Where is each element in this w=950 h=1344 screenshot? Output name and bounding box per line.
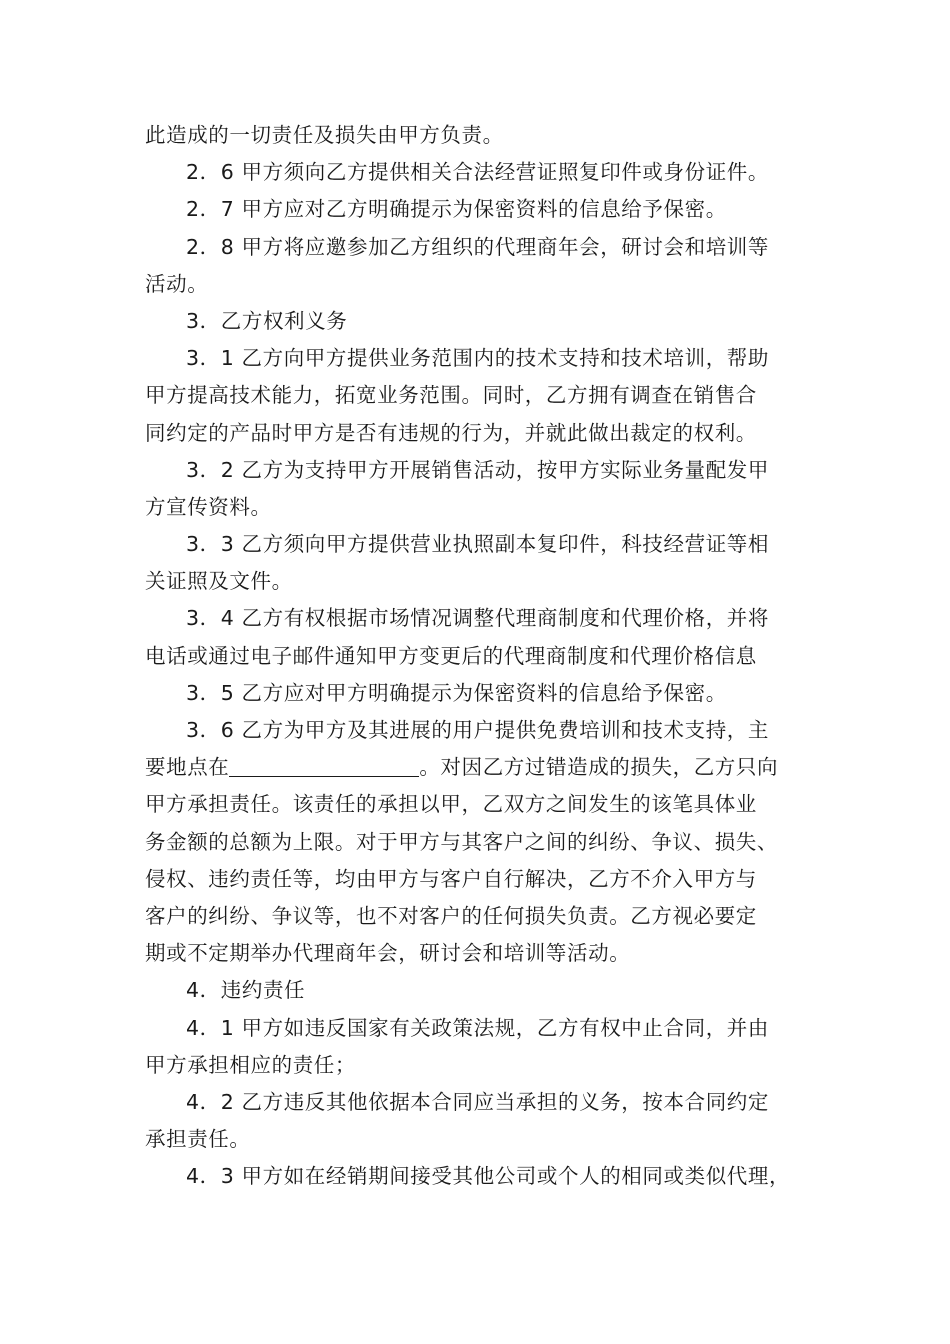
text-line: 期或不定期举办代理商年会，研讨会和培训等活动。: [145, 941, 631, 966]
clause-3-2: 3．2 乙方为支持甲方开展销售活动，按甲方实际业务量配发甲: [186, 457, 769, 482]
clause-3-4: 3．4 乙方有权根据市场情况调整代理商制度和代理价格，并将: [186, 606, 769, 631]
clause-2-7: 2．7 甲方应对乙方明确提示为保密资料的信息给予保密。: [186, 197, 727, 222]
clause-4-1: 4．1 甲方如违反国家有关政策法规，乙方有权中止合同，并由: [186, 1015, 769, 1040]
text-line: 务金额的总额为上限。对于甲方与其客户之间的纠纷、争议、损失、: [145, 829, 778, 854]
text-line: 此造成的一切责任及损失由甲方负责。: [145, 123, 504, 147]
text-line: 同约定的产品时甲方是否有违规的行为，并就此做出裁定的权利。: [145, 420, 757, 445]
fill-in-line: [145, 749, 815, 786]
text-line: 电话或通过电子邮件通知甲方变更后的代理商制度和代理价格信息: [145, 643, 757, 668]
section-3-heading: 3．乙方权利义务: [186, 308, 348, 333]
clause-3-6: 3．6 乙方为甲方及其进展的用户提供免费培训和技术支持，主: [186, 718, 769, 742]
fill-in-prefix: 要地点在: [145, 755, 230, 780]
clause-3-1: 3．1 乙方向甲方提供业务范围内的技术支持和技术培训，帮助: [186, 346, 769, 371]
text-line: 甲方提高技术能力，拓宽业务范围。同时，乙方拥有调查在销售合: [145, 383, 757, 408]
text-line: 承担责任。: [145, 1127, 251, 1152]
clause-2-8: 2．8 甲方将应邀参加乙方组织的代理商年会，研讨会和培训等: [186, 234, 769, 259]
blank-field[interactable]: [229, 754, 419, 777]
clause-3-3: 3．3 乙方须向甲方提供营业执照副本复印件，科技经营证等相: [186, 532, 769, 557]
text-line: 活动。: [145, 271, 209, 296]
document-body: [145, 117, 815, 1195]
text-line: 关证照及文件。: [145, 569, 293, 594]
clause-4-3: 4．3 甲方如在经销期间接受其他公司或个人的相同或类似代理，: [186, 1164, 791, 1189]
text-line: 甲方承担相应的责任；: [145, 1052, 356, 1077]
clause-2-6: 2．6 甲方须向乙方提供相关合法经营证照复印件或身份证件。: [186, 160, 769, 185]
text-line: 侵权、违约责任等，均由甲方与客户自行解决，乙方不介入甲方与: [145, 866, 757, 891]
clause-3-5: 3．5 乙方应对甲方明确提示为保密资料的信息给予保密。: [186, 680, 727, 705]
fill-in-suffix: 。对因乙方过错造成的损失，乙方只向: [419, 755, 779, 780]
clause-4-2: 4．2 乙方违反其他依据本合同应当承担的义务，按本合同约定: [186, 1089, 769, 1114]
text-line: 甲方承担责任。该责任的承担以甲，乙双方之间发生的该笔具体业: [145, 792, 757, 817]
text-line: 方宣传资料。: [145, 494, 272, 519]
text-line: 客户的纠纷、争议等，也不对客户的任何损失负责。乙方视必要定: [145, 903, 757, 928]
section-4-heading: 4．违约责任: [186, 978, 306, 1003]
